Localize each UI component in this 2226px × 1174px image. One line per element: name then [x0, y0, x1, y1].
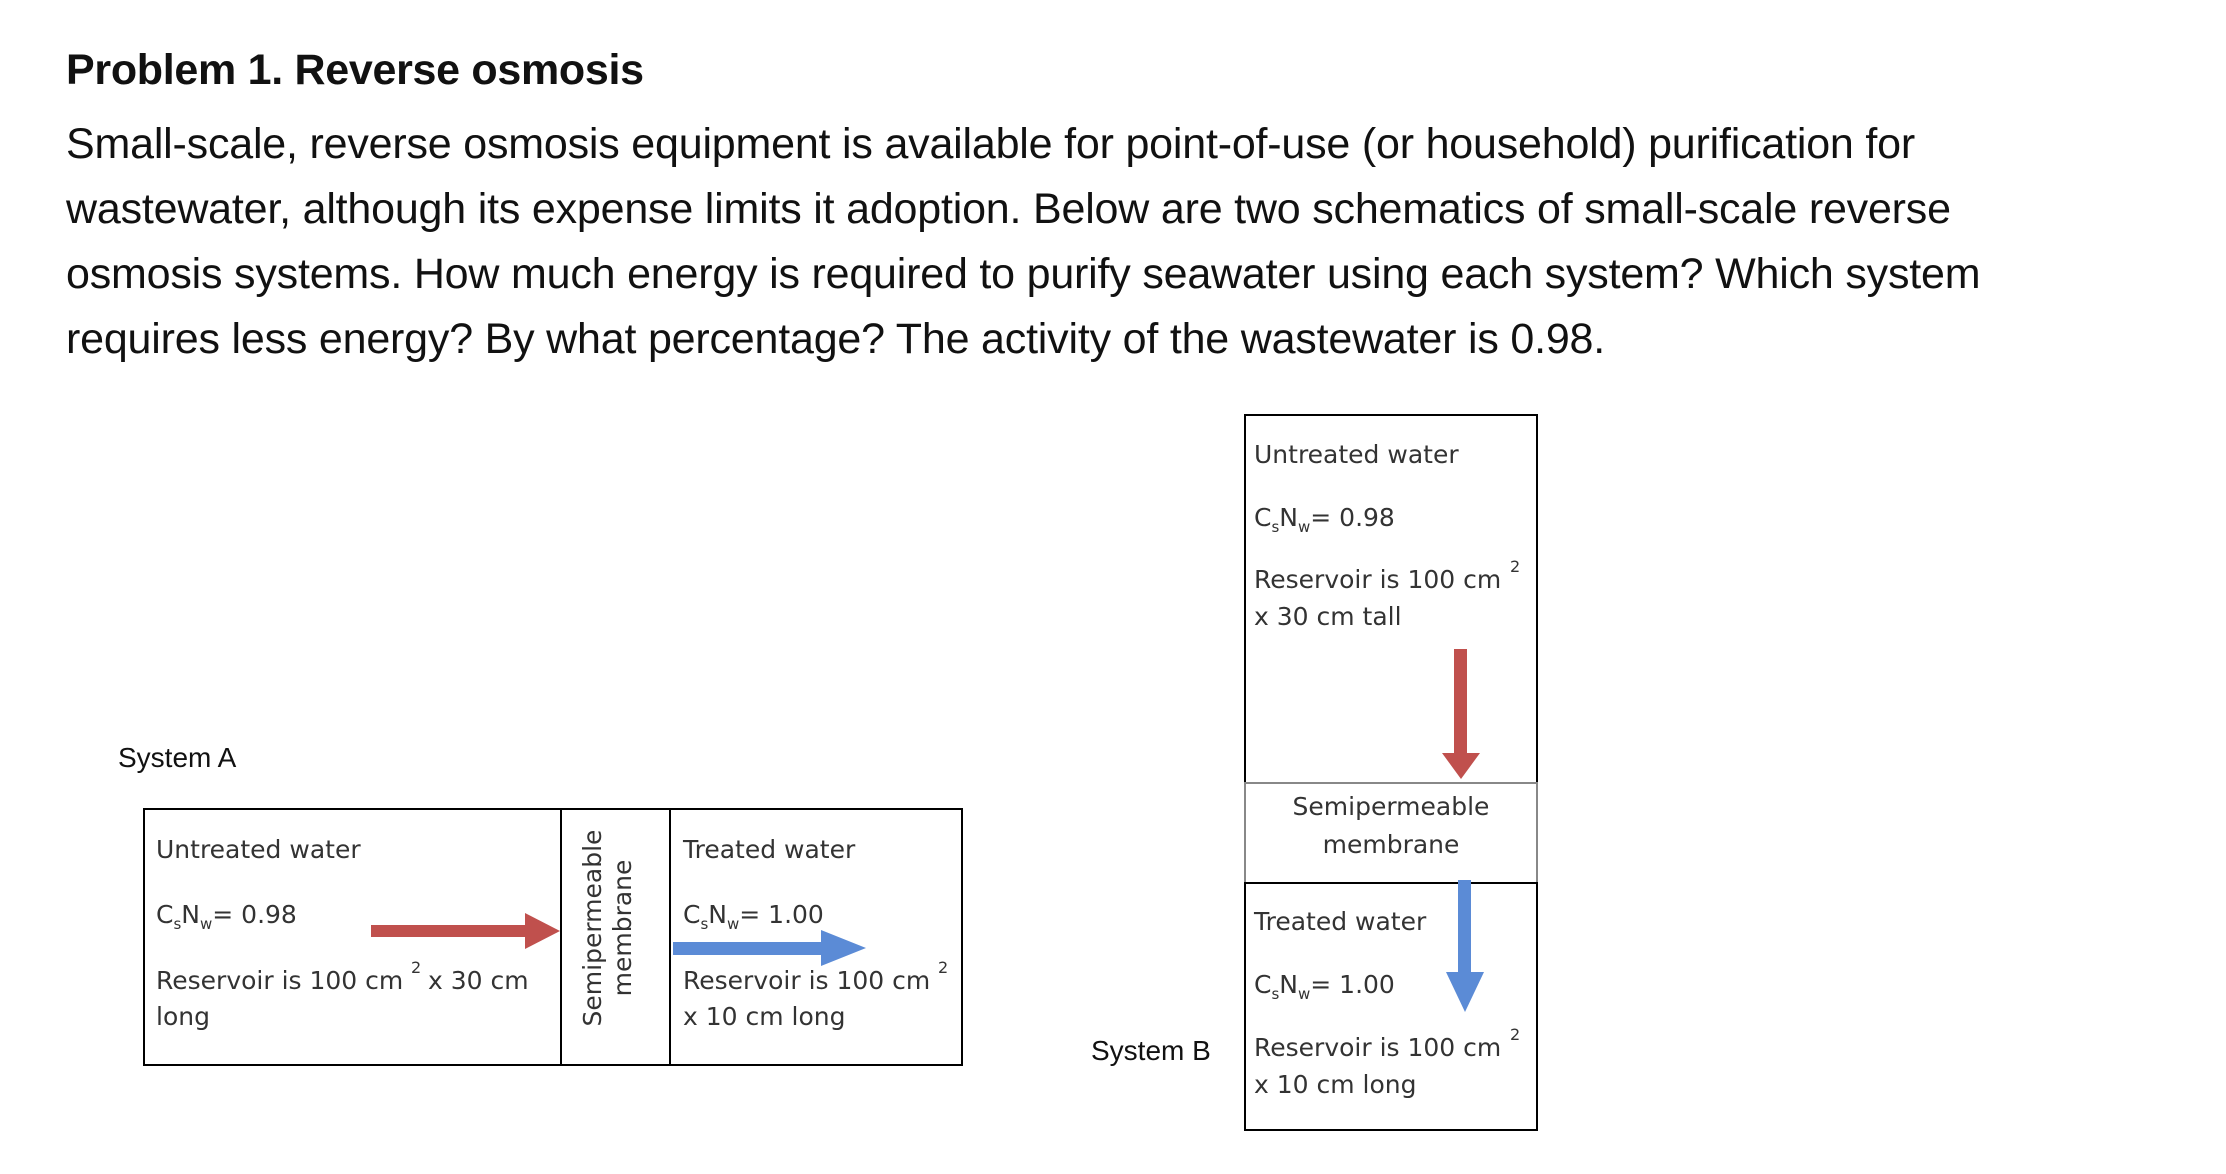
- system-b-untreated-reservoir: Reservoir is 100 cm: [1254, 565, 1502, 594]
- system-b-treated-activity: $C_sN_w= 1.00$: [1254, 970, 1395, 1003]
- problem-line: Small-scale, reverse osmosis equipment is available for point-of-use (or household) purification for: [66, 120, 1915, 168]
- system-b-untreated-activity: $C_sN_w= 0.98$: [1254, 503, 1395, 536]
- system-b-label: System B: [1091, 1035, 1211, 1066]
- system-a-untreated-reservoir-b: x 30 cm: [428, 966, 529, 995]
- problem-line: osmosis systems. How much energy is required to purify seawater using each system? Which system: [66, 250, 1981, 298]
- system-a-label: System A: [118, 742, 237, 773]
- system-b-untreated-reservoir-2: x 30 cm tall: [1254, 602, 1402, 631]
- system-a-untreated-reservoir-2: long: [156, 1002, 210, 1031]
- system-a-untreated-reservoir: Reservoir is 100 cm: [156, 966, 404, 995]
- system-b-untreated-sup: 2: [1510, 557, 1521, 576]
- system-a-untreated-arrow: [371, 913, 560, 949]
- problem-title: Problem 1. Reverse osmosis: [66, 46, 644, 94]
- problem-line: wastewater, although its expense limits it adoption. Below are two schematics of small-scale reverse: [66, 185, 1951, 233]
- system-b-treated-reservoir-2: x 10 cm long: [1254, 1070, 1417, 1099]
- system-b-untreated-arrow: [1442, 649, 1480, 779]
- system-b-treated-reservoir: Reservoir is 100 cm: [1254, 1033, 1502, 1062]
- activity-value: = 1.00: [1310, 970, 1395, 999]
- system-a-untreated-sup: 2: [411, 958, 422, 977]
- activity-value: = 0.98: [212, 900, 297, 929]
- system-a-treated-sup: 2: [938, 958, 949, 977]
- activity-value: = 1.00: [739, 900, 824, 929]
- system-a-untreated-title: Untreated water: [156, 835, 361, 864]
- system-b-membrane-label-2: membrane: [1322, 830, 1460, 859]
- system-a-treated-reservoir-2: x 10 cm long: [683, 1002, 846, 1031]
- system-b-membrane-label-1: Semipermeable: [1292, 792, 1490, 821]
- system-a-treated-arrow: [673, 930, 866, 966]
- system-a-untreated-activity: $C_sN_w= 0.98$: [156, 900, 297, 933]
- system-b-treated-arrow: [1446, 880, 1484, 1012]
- system-a-treated-reservoir: Reservoir is 100 cm: [683, 966, 931, 995]
- activity-value: = 0.98: [1310, 503, 1395, 532]
- system-b-treated-sup: 2: [1510, 1025, 1521, 1044]
- system-a-membrane-label: Semipermeable membrane: [578, 829, 637, 1027]
- problem-line: requires less energy? By what percentage? The activity of the wastewater is 0.98.: [66, 315, 1606, 363]
- system-a-treated-activity: $C_sN_w= 1.00$: [683, 900, 824, 933]
- system-b-treated-title: Treated water: [1254, 907, 1427, 936]
- system-a-treated-title: Treated water: [683, 835, 856, 864]
- system-b-untreated-title: Untreated water: [1254, 440, 1459, 469]
